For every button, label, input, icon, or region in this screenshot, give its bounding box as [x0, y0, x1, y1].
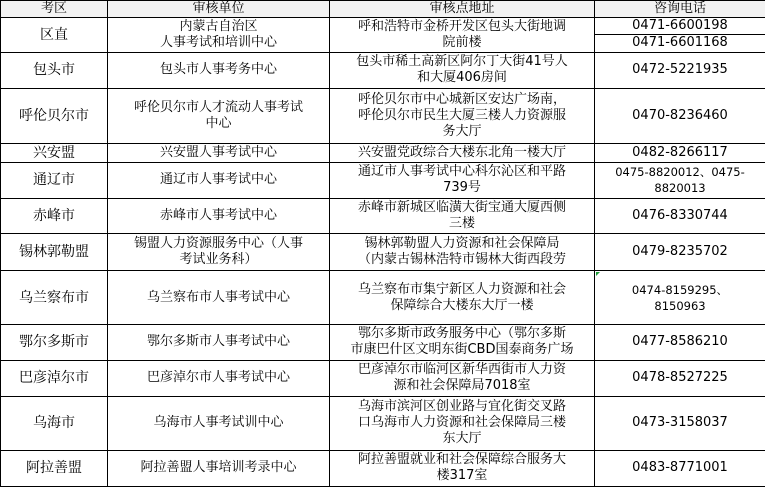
cell-region: 鄂尔多斯市	[1, 324, 108, 360]
table-row	[1, 88, 765, 143]
cell-unit: 锡盟人力资源服务中心（人事 考试业务科）	[108, 234, 330, 271]
header-region: 考区	[1, 1, 108, 18]
cell-region: 兴安盟	[1, 144, 108, 162]
cell-region: 包头市	[1, 52, 108, 88]
cell-phone: 0472-5221935	[595, 52, 765, 88]
cell-region: 乌海市	[1, 396, 108, 450]
cell-unit: 兴安盟人事考试中心	[108, 144, 330, 162]
table-row	[1, 396, 765, 450]
cell-region: 赤峰市	[1, 198, 108, 234]
cell-region: 乌兰察布市	[1, 271, 108, 324]
table-row	[1, 234, 765, 271]
cell-unit: 乌海市人事考试训中心	[108, 396, 330, 450]
cell-unit: 阿拉善盟人事培训考录中心	[108, 450, 330, 486]
cell-unit: 通辽市人事考试中心	[108, 162, 330, 198]
cell-address: 赤峰市新城区临潢大街宝通大厦西侧 三楼	[330, 198, 595, 234]
cell-phone: 0476-8330744	[595, 198, 765, 234]
table-row	[1, 162, 765, 198]
cell-unit: 乌兰察布市人事考试中心	[108, 271, 330, 324]
cell-unit: 赤峰市人事考试中心	[108, 198, 330, 234]
table-row	[1, 144, 765, 162]
cell-region: 通辽市	[1, 162, 108, 198]
cell-phone: 0483-8771001	[595, 450, 765, 486]
table-row	[1, 360, 765, 396]
cell-address: 呼和浩特市金桥开发区包头大街地调 院前楼	[330, 18, 595, 53]
cell-phone: 0470-8236460	[595, 88, 765, 143]
cell-address: 乌兰察布市集宁新区人力资源和社会 保障综合大楼东大厅一楼	[330, 271, 595, 324]
header-address: 审核点地址	[330, 1, 595, 18]
table-body	[1, 18, 765, 487]
cell-region: 区直	[1, 18, 108, 53]
cell-unit: 包头市人事考务中心	[108, 52, 330, 88]
table-row	[1, 271, 765, 324]
table-row	[1, 52, 765, 88]
cell-region: 阿拉善盟	[1, 450, 108, 486]
cell-phone: 0477-8586210	[595, 324, 765, 360]
header-unit: 审核单位	[108, 1, 330, 18]
cell-unit: 鄂尔多斯市人事考试中心	[108, 324, 330, 360]
cell-region: 锡林郭勒盟	[1, 234, 108, 271]
table-row	[1, 324, 765, 360]
cell-address: 乌海市滨河区创业路与宜化街交叉路 口乌海市人力资源和社会保障局三楼 东大厅	[330, 396, 595, 450]
cell-unit: 巴彦淖尔市人事考试中心	[108, 360, 330, 396]
cell-phone: 0482-8266117	[595, 144, 765, 162]
cell-phone: 0479-8235702	[595, 234, 765, 271]
cell-phone: 0475-8820012、0475- 8820013	[595, 162, 765, 198]
cell-phone: 0478-8527225	[595, 360, 765, 396]
table-row	[1, 18, 765, 53]
phone-number: 0471-6600198	[632, 18, 728, 34]
header-phone: 咨询电话	[595, 1, 765, 18]
cell-unit: 内蒙古自治区 人事考试和培训中心	[108, 18, 330, 53]
phone-number: 0471-6601168	[595, 34, 765, 51]
cell-address: 兴安盟党政综合大楼东北角一楼大厅	[330, 144, 595, 162]
table-row	[1, 198, 765, 234]
table-row	[1, 450, 765, 486]
cell-unit: 呼伦贝尔市人才流动人事考试 中心	[108, 88, 330, 143]
cell-address: 阿拉善盟就业和社会保障综合服务大 楼317室	[330, 450, 595, 486]
cell-region: 呼伦贝尔市	[1, 88, 108, 143]
comment-marker-icon	[596, 272, 600, 276]
cell-address: 包头市稀土高新区阿尔丁大街41号人 和大厦406房间	[330, 52, 595, 88]
cell-address: 呼伦贝尔市中心城新区安达广场南， 呼伦贝尔市民生大厦三楼人力资源服 务大厅	[330, 88, 595, 143]
cell-phone	[595, 18, 765, 53]
cell-address: 巴彦淖尔市临河区新华西街市人力资 源和社会保障局7018室	[330, 360, 595, 396]
cell-phone: 0474-8159295、 8150963	[595, 271, 765, 324]
header-row	[1, 1, 765, 18]
cell-phone: 0473-3158037	[595, 396, 765, 450]
cell-region: 巴彦淖尔市	[1, 360, 108, 396]
cell-address: 鄂尔多斯市政务服务中心（鄂尔多斯 市康巴什区文明东街CBD国泰商务广场	[330, 324, 595, 360]
cell-address: 通辽市人事考试中心科尔沁区和平路 739号	[330, 162, 595, 198]
cell-address: 锡林郭勒盟人力资源和社会保障局 （内蒙古锡林浩特市锡林大街西段劳	[330, 234, 595, 271]
